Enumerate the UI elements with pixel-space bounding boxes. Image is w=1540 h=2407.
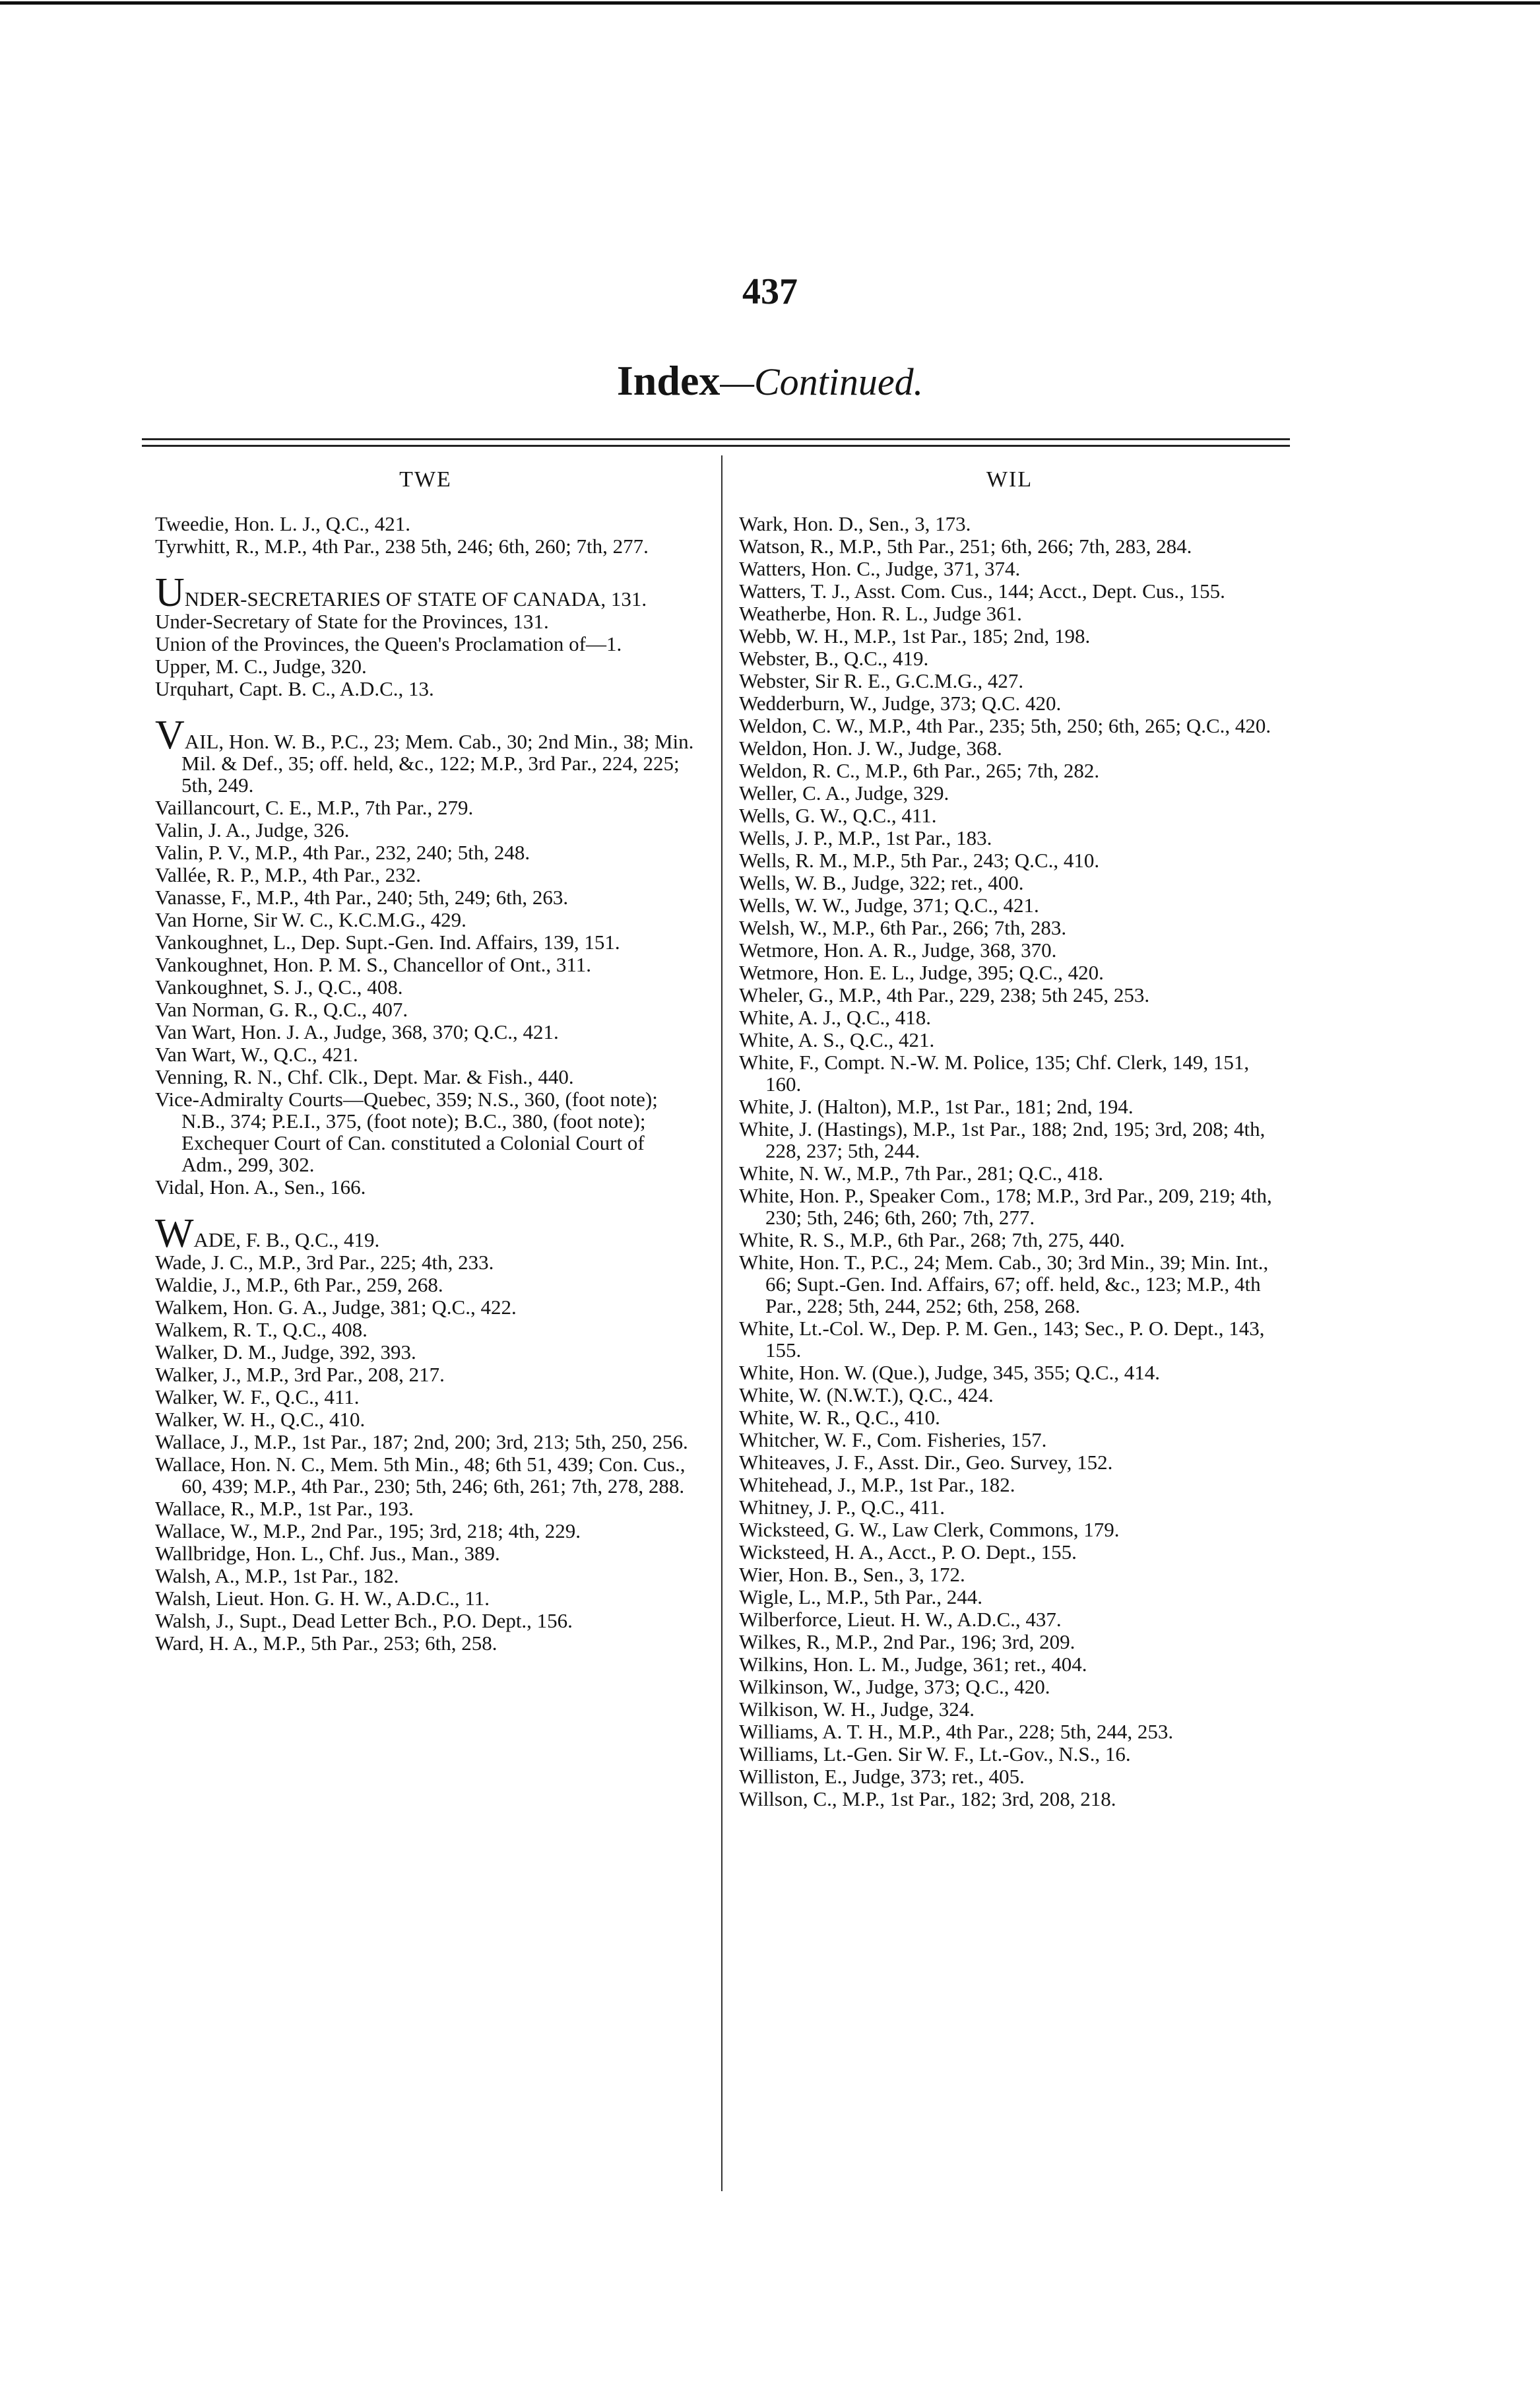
index-entry: White, Hon. W. (Que.), Judge, 345, 355; Q.C., 414. <box>739 1361 1161 1384</box>
index-entry: Williston, E., Judge, 373; ret., 405. <box>739 1765 1025 1788</box>
index-entry: Willson, C., M.P., 1st Par., 182; 3rd, 208, 218. <box>739 1787 1116 1810</box>
index-entry: Watson, R., M.P., 5th Par., 251; 6th, 266; 7th, 283, 284. <box>739 535 1192 558</box>
index-entry: Walsh, Lieut. Hon. G. H. W., A.D.C., 11. <box>155 1587 490 1610</box>
header-rule-bottom <box>142 445 1290 447</box>
index-entry: WADE, F. B., Q.C., 419. <box>155 1211 380 1256</box>
index-entry: Williams, Lt.-Gen. Sir W. F., Lt.-Gov., N.S., 16. <box>739 1742 1131 1765</box>
index-entry: Walsh, J., Supt., Dead Letter Bch., P.O. Dept., 156. <box>155 1609 573 1632</box>
index-entry: Vaillancourt, C. E., M.P., 7th Par., 279. <box>155 796 474 819</box>
index-title: Index <box>616 357 721 404</box>
index-entry: Upper, M. C., Judge, 320. <box>155 655 367 678</box>
index-entry: Weldon, R. C., M.P., 6th Par., 265; 7th, 282. <box>739 759 1100 782</box>
index-entry: Wheler, G., M.P., 4th Par., 229, 238; 5th 245, 253. <box>739 983 1150 1006</box>
index-entry: Whitehead, J., M.P., 1st Par., 182. <box>739 1473 1015 1496</box>
index-entry: Wallace, W., M.P., 2nd Par., 195; 3rd, 218; 4th, 229. <box>155 1519 581 1542</box>
index-entry: White, F., Compt. N.-W. M. Police, 135; Chf. Clerk, 149, 151, 160. <box>739 1051 1250 1096</box>
index-entry: White, Lt.-Col. W., Dep. P. M. Gen., 143; Sec., P. O. Dept., 143, 155. <box>739 1317 1265 1362</box>
index-entry: Watters, T. J., Asst. Com. Cus., 144; Acct., Dept. Cus., 155. <box>739 579 1225 603</box>
index-entry: Wetmore, Hon. A. R., Judge, 368, 370. <box>739 939 1057 962</box>
index-entry: Walker, D. M., Judge, 392, 393. <box>155 1340 416 1364</box>
index-entry: White, A. S., Q.C., 421. <box>739 1028 935 1051</box>
index-entry: White, J. (Hastings), M.P., 1st Par., 188; 2nd, 195; 3rd, 208; 4th, 228, 237; 5th, 244. <box>739 1117 1266 1162</box>
index-entry: White, J. (Halton), M.P., 1st Par., 181; 2nd, 194. <box>739 1095 1134 1118</box>
index-entry: Walkem, R. T., Q.C., 408. <box>155 1318 368 1341</box>
index-entry: Under-Secretary of State for the Provinces, 131. <box>155 610 549 633</box>
index-entry: Union of the Provinces, the Queen's Proclamation of—1. <box>155 632 622 655</box>
index-entry: Williams, A. T. H., M.P., 4th Par., 228; 5th, 244, 253. <box>739 1720 1174 1743</box>
index-entry: Wilkins, Hon. L. M., Judge, 361; ret., 404. <box>739 1653 1087 1676</box>
index-entry: Whiteaves, J. F., Asst. Dir., Geo. Survey, 152. <box>739 1451 1113 1474</box>
index-entry: Van Norman, G. R., Q.C., 407. <box>155 998 408 1021</box>
index-entry: Webb, W. H., M.P., 1st Par., 185; 2nd, 198. <box>739 624 1091 647</box>
index-entry: White, W. (N.W.T.), Q.C., 424. <box>739 1383 994 1406</box>
header-rule-top <box>142 438 1290 440</box>
index-entry: Van Wart, Hon. J. A., Judge, 368, 370; Q.C., 421. <box>155 1020 559 1043</box>
index-entry: Wells, J. P., M.P., 1st Par., 183. <box>739 826 992 849</box>
index-entry: Wallace, J., M.P., 1st Par., 187; 2nd, 200; 3rd, 213; 5th, 250, 256. <box>155 1430 688 1453</box>
index-entry: Waldie, J., M.P., 6th Par., 259, 268. <box>155 1273 443 1296</box>
index-entry: White, R. S., M.P., 6th Par., 268; 7th, 275, 440. <box>739 1228 1125 1251</box>
index-entry: Wells, W. W., Judge, 371; Q.C., 421. <box>739 894 1039 917</box>
index-entry: Vankoughnet, Hon. P. M. S., Chancellor of Ont., 311. <box>155 953 592 976</box>
index-entry: VAIL, Hon. W. B., P.C., 23; Mem. Cab., 30; 2nd Min., 38; Min. Mil. & Def., 35; off. held, &c., 122; M.P., 3rd Par., 224, 225; 5th, 249. <box>155 713 694 797</box>
index-entry: Urquhart, Capt. B. C., A.D.C., 13. <box>155 677 434 700</box>
index-entry: Vanasse, F., M.P., 4th Par., 240; 5th, 249; 6th, 263. <box>155 886 569 909</box>
index-entry: Wallace, R., M.P., 1st Par., 193. <box>155 1497 414 1520</box>
index-entry: Wigle, L., M.P., 5th Par., 244. <box>739 1585 983 1608</box>
index-entry: Wallbridge, Hon. L., Chf. Jus., Man., 389. <box>155 1542 500 1565</box>
index-entry: Wilberforce, Lieut. H. W., A.D.C., 437. <box>739 1608 1062 1631</box>
page-title <box>0 356 1540 405</box>
index-entry: Webster, Sir R. E., G.C.M.G., 427. <box>739 669 1024 692</box>
index-entry: Vankoughnet, L., Dep. Supt.-Gen. Ind. Affairs, 139, 151. <box>155 931 620 954</box>
index-entry: Weldon, Hon. J. W., Judge, 368. <box>739 737 1002 760</box>
index-entry: Wicksteed, G. W., Law Clerk, Commons, 179. <box>739 1518 1120 1541</box>
index-entry: Walker, W. H., Q.C., 410. <box>155 1408 366 1431</box>
index-entry: Wilkes, R., M.P., 2nd Par., 196; 3rd, 209. <box>739 1630 1075 1653</box>
right-column-header: WIL <box>986 467 1033 492</box>
index-entry: Wark, Hon. D., Sen., 3, 173. <box>739 512 971 535</box>
index-entry: Tyrwhitt, R., M.P., 4th Par., 238 5th, 246; 6th, 260; 7th, 277. <box>155 535 649 558</box>
index-entry: White, Hon. T., P.C., 24; Mem. Cab., 30; 3rd Min., 39; Min. Int., 66; Supt.-Gen. Ind. Affairs, 67; off. held, &c., 123; M.P., 4th Par., 228; 5th, 244, 252; 6th, 258, 268. <box>739 1251 1269 1317</box>
index-entry: Walker, W. F., Q.C., 411. <box>155 1385 360 1408</box>
index-entry: Weatherbe, Hon. R. L., Judge 361. <box>739 602 1022 625</box>
index-entry: UNDER-SECRETARIES OF STATE OF CANADA, 131. <box>155 570 647 615</box>
index-entry: White, Hon. P., Speaker Com., 178; M.P., 3rd Par., 209, 219; 4th, 230; 5th, 246; 6th, 260; 7th, 277. <box>739 1184 1272 1229</box>
index-entry: Wilkinson, W., Judge, 373; Q.C., 420. <box>739 1675 1050 1698</box>
index-entry: Van Horne, Sir W. C., K.C.M.G., 429. <box>155 908 466 931</box>
left-column-header: TWE <box>399 467 452 492</box>
index-entry: Vallée, R. P., M.P., 4th Par., 232. <box>155 863 422 886</box>
index-entry: White, N. W., M.P., 7th Par., 281; Q.C., 418. <box>739 1162 1104 1185</box>
right-entry-list <box>739 513 1280 1810</box>
index-entry: Van Wart, W., Q.C., 421. <box>155 1043 358 1066</box>
index-entry: Valin, J. A., Judge, 326. <box>155 818 350 841</box>
index-entry: Wells, R. M., M.P., 5th Par., 243; Q.C., 410. <box>739 849 1100 872</box>
index-entry: Welsh, W., M.P., 6th Par., 266; 7th, 283. <box>739 916 1067 939</box>
index-entry: Webster, B., Q.C., 419. <box>739 647 929 670</box>
index-entry: Venning, R. N., Chf. Clk., Dept. Mar. & Fish., 440. <box>155 1065 574 1088</box>
right-column <box>739 462 1280 1810</box>
index-entry: Walker, J., M.P., 3rd Par., 208, 217. <box>155 1363 445 1386</box>
index-entry: Watters, Hon. C., Judge, 371, 374. <box>739 557 1021 580</box>
index-entry: Wier, Hon. B., Sen., 3, 172. <box>739 1563 965 1586</box>
index-entry: Walsh, A., M.P., 1st Par., 182. <box>155 1564 399 1587</box>
index-entry: Wilkison, W. H., Judge, 324. <box>739 1698 975 1721</box>
index-entry: Wallace, Hon. N. C., Mem. 5th Min., 48; 6th 51, 439; Con. Cus., 60, 439; M.P., 4th Par., 230; 5th, 246; 6th, 261; 7th, 278, 288. <box>155 1453 686 1498</box>
index-continued: —Continued. <box>720 360 924 403</box>
index-entry: Wedderburn, W., Judge, 373; Q.C. 420. <box>739 692 1062 715</box>
index-entry: Tweedie, Hon. L. J., Q.C., 421. <box>155 512 411 535</box>
index-entry: Weller, C. A., Judge, 329. <box>739 781 949 805</box>
index-entry: White, W. R., Q.C., 410. <box>739 1406 940 1429</box>
index-entry: Vankoughnet, S. J., Q.C., 408. <box>155 975 403 999</box>
index-entry: Vidal, Hon. A., Sen., 166. <box>155 1175 366 1199</box>
column-divider <box>721 455 722 2191</box>
index-entry: Wells, G. W., Q.C., 411. <box>739 804 937 827</box>
left-column <box>155 462 696 1655</box>
index-entry: Vice-Admiralty Courts—Quebec, 359; N.S., 360, (foot note); N.B., 374; P.E.I., 375, (foot note); B.C., 380, (foot note); Exchequer Court of Can. constituted a Colonial Court of Adm., 299, 302. <box>155 1088 658 1176</box>
index-entry: Ward, H. A., M.P., 5th Par., 253; 6th, 258. <box>155 1632 497 1655</box>
index-entry: Whitcher, W. F., Com. Fisheries, 157. <box>739 1428 1047 1451</box>
index-entry: Wade, J. C., M.P., 3rd Par., 225; 4th, 233. <box>155 1251 494 1274</box>
index-entry: Wetmore, Hon. E. L., Judge, 395; Q.C., 420. <box>739 961 1104 984</box>
index-entry: Walkem, Hon. G. A., Judge, 381; Q.C., 422. <box>155 1296 517 1319</box>
top-rule <box>0 1 1540 5</box>
page-number: 437 <box>742 271 798 312</box>
index-entry: Wells, W. B., Judge, 322; ret., 400. <box>739 871 1024 894</box>
index-entry: Wicksteed, H. A., Acct., P. O. Dept., 155. <box>739 1540 1077 1564</box>
index-entry: Weldon, C. W., M.P., 4th Par., 235; 5th, 250; 6th, 265; Q.C., 420. <box>739 714 1271 737</box>
index-entry: Valin, P. V., M.P., 4th Par., 232, 240; 5th, 248. <box>155 841 530 864</box>
left-entry-list <box>155 513 696 1654</box>
index-entry: Whitney, J. P., Q.C., 411. <box>739 1496 946 1519</box>
index-entry: White, A. J., Q.C., 418. <box>739 1006 932 1029</box>
